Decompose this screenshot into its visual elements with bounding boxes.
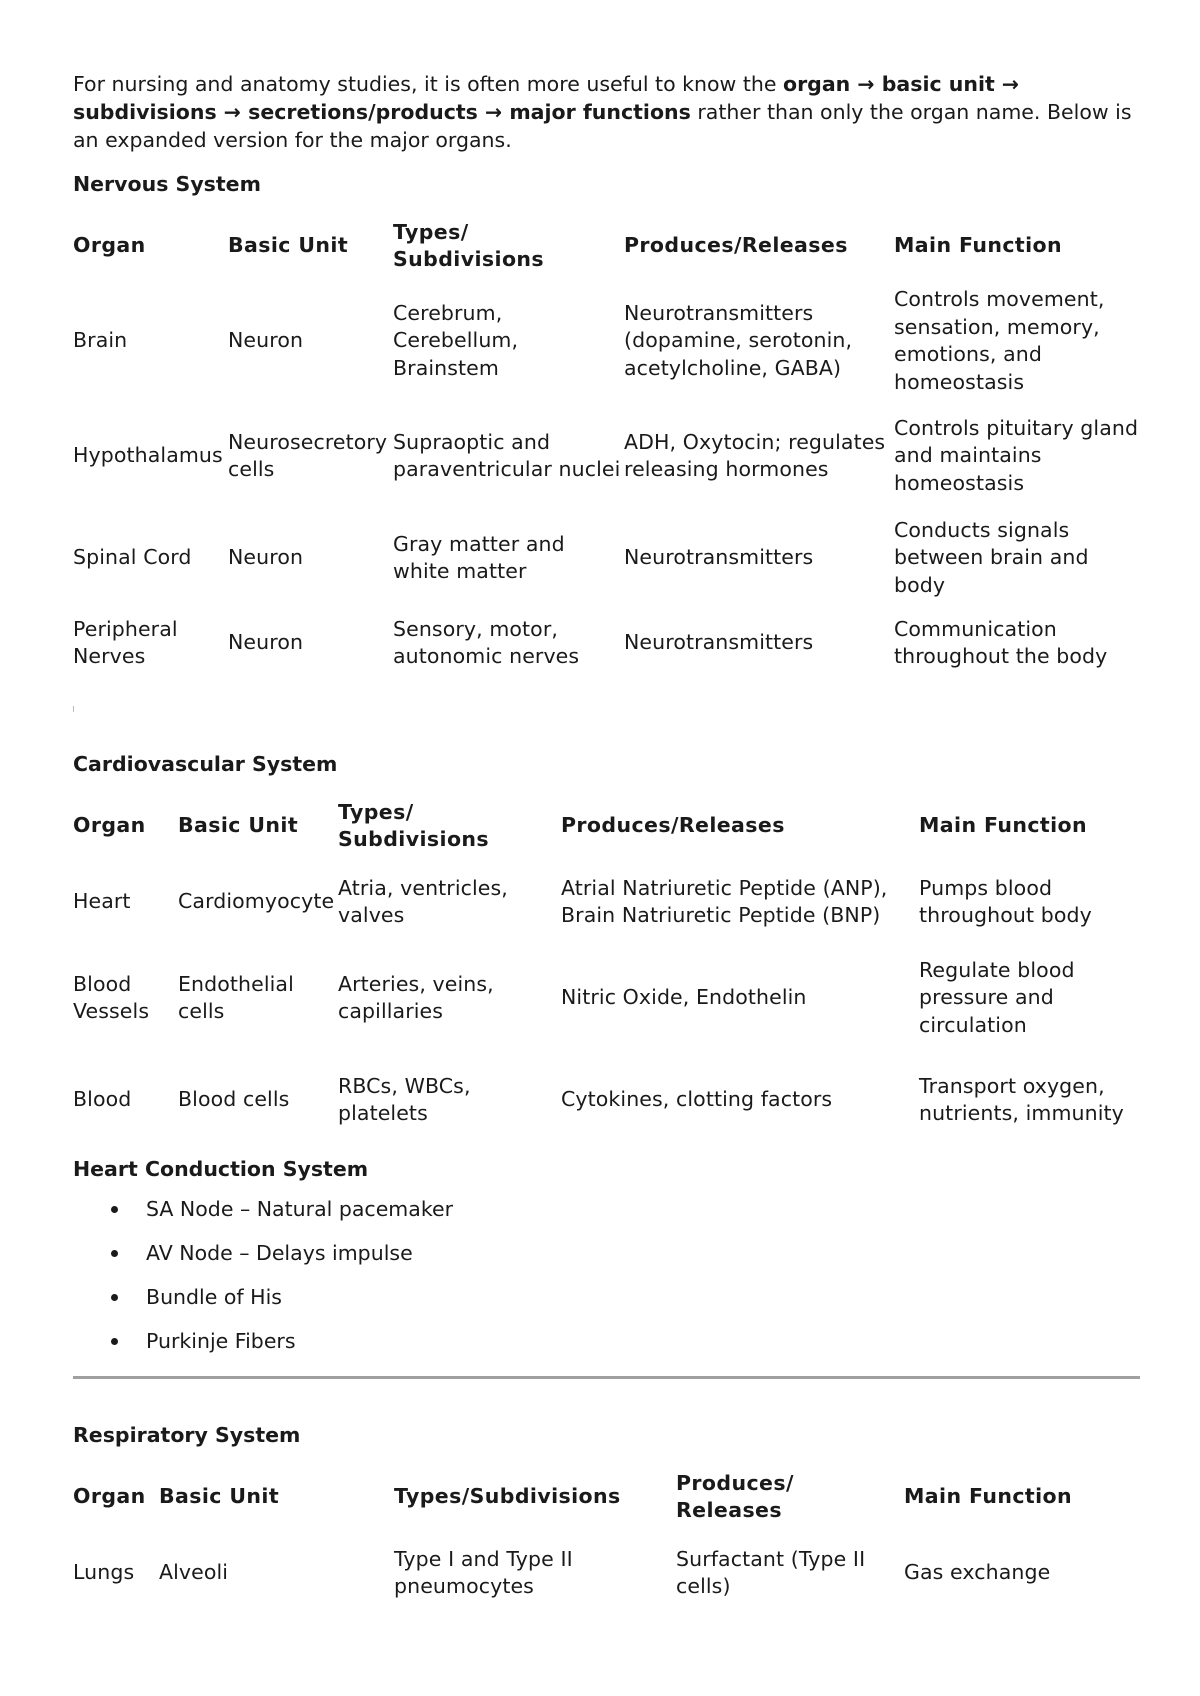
list-item-text: SA Node – Natural pacemaker — [146, 1197, 454, 1221]
table-cell: Neurotransmitters (dopamine, serotonin, acetylcholine, GABA) — [624, 300, 853, 380]
table-cell: Arteries, veins, capillaries — [338, 971, 494, 1023]
nervous-system-table — [73, 215, 1140, 677]
table-row — [73, 857, 1140, 947]
table-cell: RBCs, WBCs, platelets — [338, 1073, 471, 1125]
table-cell: Controls movement, sensation, memory, emotions, and homeostasis — [894, 287, 1105, 394]
table-cell: Heart — [73, 889, 131, 914]
column-header: Basic Unit — [178, 813, 299, 838]
list-item-text: Bundle of His — [146, 1285, 282, 1309]
table-row — [73, 1049, 1140, 1151]
table-cell: Peripheral Nerves — [73, 616, 178, 668]
table-row — [73, 947, 1140, 1049]
table-cell: Nitric Oxide, Endothelin — [561, 985, 807, 1010]
table-cell: Brain — [73, 328, 128, 353]
bullet-icon — [111, 1294, 118, 1301]
table-cell: Regulate blood pressure and circulation — [919, 957, 1075, 1037]
column-header: Main Function — [904, 1484, 1073, 1509]
intro-bold-chain: organ → basic unit → subdivisions → secretions/products → major functions — [73, 72, 1020, 124]
cardiovascular-system-heading: Cardiovascular System — [73, 752, 338, 776]
column-header: Organ — [73, 813, 146, 838]
table-cell: Blood Vessels — [73, 971, 150, 1023]
column-header: Produces/Releases — [561, 813, 785, 838]
bullet-icon — [111, 1206, 118, 1213]
intro-text-start: For nursing and anatomy studies, it is often more useful to know the — [73, 72, 783, 96]
table-cell: Conducts signals between brain and body — [894, 517, 1089, 597]
table-cell: Neuron — [228, 545, 304, 570]
table-cell: Neurotransmitters — [624, 630, 814, 655]
table-cell: Neurotransmitters — [624, 545, 814, 570]
table-header-row — [73, 215, 1140, 277]
list-item — [73, 1283, 453, 1327]
table-cell: Cerebrum, Cerebellum, Brainstem — [393, 300, 519, 380]
table-cell: Neuron — [228, 630, 304, 655]
table-cell: Blood — [73, 1087, 132, 1112]
table-cell: Controls pituitary gland and maintains homeostasis — [894, 415, 1139, 495]
list-item — [73, 1195, 453, 1239]
stray-mark — [73, 706, 74, 712]
bullet-icon — [111, 1338, 118, 1345]
column-header: Organ — [73, 1484, 146, 1509]
nervous-system-heading: Nervous System — [73, 172, 261, 196]
table-header-row — [73, 795, 1140, 857]
horizontal-divider — [73, 1376, 1140, 1379]
column-header: Types/ Subdivisions — [338, 799, 490, 851]
list-item — [73, 1239, 453, 1283]
column-header: Organ — [73, 233, 146, 258]
table-cell: Supraoptic and paraventricular nuclei — [393, 429, 621, 481]
table-cell: Communication throughout the body — [894, 616, 1108, 668]
cardiovascular-system-table — [73, 795, 1140, 1151]
table-cell: Gas exchange — [904, 1560, 1051, 1585]
table-cell: Cardiomyocyte — [178, 889, 335, 914]
column-header: Produces/ Releases — [676, 1470, 794, 1522]
column-header: Basic Unit — [159, 1484, 280, 1509]
table-row — [73, 507, 1140, 609]
table-cell: Cytokines, clotting factors — [561, 1087, 833, 1112]
list-item — [73, 1327, 453, 1371]
column-header: Produces/Releases — [624, 233, 848, 258]
table-cell: Pumps blood throughout body — [919, 875, 1092, 927]
table-cell: Sensory, motor, autonomic nerves — [393, 616, 580, 668]
table-cell: Atrial Natriuretic Peptide (ANP), Brain Natriuretic Peptide (BNP) — [561, 875, 888, 927]
list-item-text: Purkinje Fibers — [146, 1329, 296, 1353]
table-cell: Endothelial cells — [178, 971, 294, 1023]
bullet-icon — [111, 1250, 118, 1257]
table-row — [73, 609, 1140, 677]
column-header: Types/Subdivisions — [394, 1484, 621, 1509]
column-header: Basic Unit — [228, 233, 349, 258]
conduction-list — [73, 1195, 453, 1371]
table-row — [73, 405, 1140, 507]
table-cell: Transport oxygen, nutrients, immunity — [919, 1073, 1124, 1125]
table-cell: Spinal Cord — [73, 545, 192, 570]
table-header-row — [73, 1466, 1140, 1528]
table-cell: Neurosecretory cells — [228, 429, 388, 481]
list-item-text: AV Node – Delays impulse — [146, 1241, 413, 1265]
table-cell: Gray matter and white matter — [393, 531, 565, 583]
table-cell: Lungs — [73, 1560, 135, 1585]
table-row — [73, 1528, 1140, 1618]
table-cell: Blood cells — [178, 1087, 290, 1112]
intro-text-end: rather than only the organ name. Below is an expanded version for the major organs. — [73, 100, 1132, 152]
respiratory-system-table — [73, 1466, 1140, 1618]
column-header: Main Function — [894, 233, 1063, 258]
column-header: Main Function — [919, 813, 1088, 838]
heart-conduction-heading: Heart Conduction System — [73, 1157, 369, 1181]
table-cell: ADH, Oxytocin; regulates releasing hormones — [624, 429, 886, 481]
table-cell: Hypothalamus — [73, 443, 223, 468]
table-cell: Surfactant (Type II cells) — [676, 1546, 866, 1598]
table-cell: Neuron — [228, 328, 304, 353]
column-header: Types/ Subdivisions — [393, 219, 545, 271]
table-row — [73, 277, 1140, 405]
table-cell: Alveoli — [159, 1560, 229, 1585]
respiratory-system-heading: Respiratory System — [73, 1423, 301, 1447]
intro-paragraph — [73, 70, 1140, 154]
table-cell: Type I and Type II pneumocytes — [394, 1546, 573, 1598]
table-cell: Atria, ventricles, valves — [338, 875, 508, 927]
